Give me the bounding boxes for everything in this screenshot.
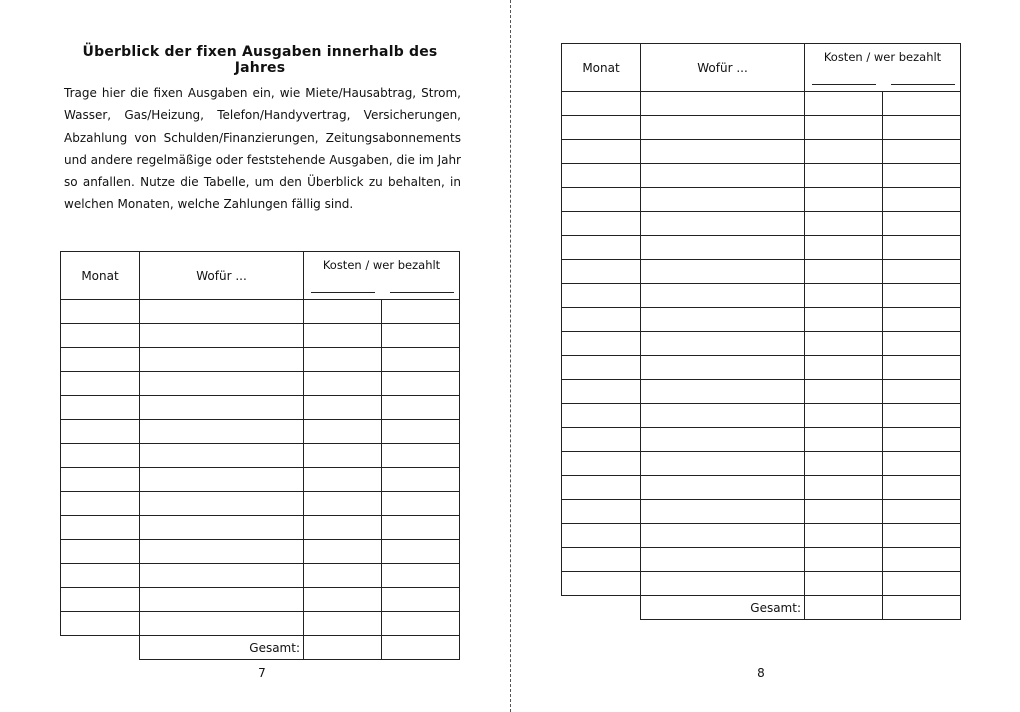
purpose-cell[interactable] xyxy=(641,212,805,236)
month-cell[interactable] xyxy=(562,428,641,452)
purpose-cell[interactable] xyxy=(140,372,304,396)
month-cell[interactable] xyxy=(562,548,641,572)
purpose-cell[interactable] xyxy=(641,92,805,116)
purpose-cell[interactable] xyxy=(641,428,805,452)
month-cell[interactable] xyxy=(61,540,140,564)
month-cell[interactable] xyxy=(61,324,140,348)
purpose-cell[interactable] xyxy=(641,140,805,164)
table-row xyxy=(61,444,460,468)
month-cell[interactable] xyxy=(562,404,641,428)
month-cell[interactable] xyxy=(61,348,140,372)
payer-cell[interactable] xyxy=(883,260,961,284)
payer-cell[interactable] xyxy=(382,492,460,516)
month-cell[interactable] xyxy=(61,516,140,540)
purpose-cell[interactable] xyxy=(641,116,805,140)
payer-cell[interactable] xyxy=(382,468,460,492)
month-cell[interactable] xyxy=(61,492,140,516)
purpose-cell[interactable] xyxy=(140,588,304,612)
payer-cell[interactable] xyxy=(883,212,961,236)
table-row xyxy=(562,452,961,476)
cost-cell[interactable] xyxy=(805,572,883,596)
cost-cell[interactable] xyxy=(805,500,883,524)
header-cost-label: Kosten / wer bezahlt xyxy=(823,50,942,64)
header-purpose: Wofür ... xyxy=(140,252,304,300)
cost-cell[interactable] xyxy=(304,420,382,444)
total-row xyxy=(61,636,460,660)
cost-cell[interactable] xyxy=(805,236,883,260)
payer-cell[interactable] xyxy=(883,404,961,428)
cost-cell[interactable] xyxy=(805,284,883,308)
cost-cell[interactable] xyxy=(805,140,883,164)
total-spacer xyxy=(562,596,641,620)
table-row xyxy=(562,428,961,452)
cost-cell[interactable] xyxy=(304,540,382,564)
cost-cell[interactable] xyxy=(304,372,382,396)
table-row xyxy=(61,540,460,564)
payer-cell[interactable] xyxy=(382,564,460,588)
month-cell[interactable] xyxy=(562,188,641,212)
table-row xyxy=(61,492,460,516)
purpose-cell[interactable] xyxy=(641,188,805,212)
month-cell[interactable] xyxy=(61,468,140,492)
month-cell[interactable] xyxy=(61,444,140,468)
month-cell[interactable] xyxy=(562,284,641,308)
cost-cell[interactable] xyxy=(805,332,883,356)
month-cell[interactable] xyxy=(61,396,140,420)
month-cell[interactable] xyxy=(562,308,641,332)
month-cell[interactable] xyxy=(61,564,140,588)
payer-cell[interactable] xyxy=(883,140,961,164)
month-cell[interactable] xyxy=(562,476,641,500)
payer-cell[interactable] xyxy=(382,588,460,612)
payer-cell[interactable] xyxy=(883,356,961,380)
table-row xyxy=(562,500,961,524)
purpose-cell[interactable] xyxy=(140,492,304,516)
table-row xyxy=(562,404,961,428)
table-row xyxy=(61,588,460,612)
table-row xyxy=(562,236,961,260)
month-cell[interactable] xyxy=(562,116,641,140)
purpose-cell[interactable] xyxy=(641,572,805,596)
table-row xyxy=(562,524,961,548)
table-row xyxy=(562,356,961,380)
cost-cell[interactable] xyxy=(304,516,382,540)
table-row xyxy=(61,372,460,396)
purpose-cell[interactable] xyxy=(641,308,805,332)
table-header-row xyxy=(562,44,961,92)
month-cell[interactable] xyxy=(562,92,641,116)
month-cell[interactable] xyxy=(562,572,641,596)
table-row xyxy=(562,164,961,188)
purpose-cell[interactable] xyxy=(140,444,304,468)
total-label: Gesamt: xyxy=(641,596,805,620)
table-row xyxy=(61,420,460,444)
month-cell[interactable] xyxy=(562,356,641,380)
payer-cell[interactable] xyxy=(883,380,961,404)
header-month: Monat xyxy=(562,44,641,92)
table-row xyxy=(61,612,460,636)
expenses-table-left xyxy=(60,251,460,660)
table-row xyxy=(562,284,961,308)
month-cell[interactable] xyxy=(61,300,140,324)
header-purpose: Wofür ... xyxy=(641,44,805,92)
expenses-table-right xyxy=(561,43,961,620)
total-payer-cell[interactable] xyxy=(382,636,460,660)
purpose-cell[interactable] xyxy=(641,476,805,500)
cost-cell[interactable] xyxy=(304,612,382,636)
cost-cell[interactable] xyxy=(805,188,883,212)
month-cell[interactable] xyxy=(562,164,641,188)
purpose-cell[interactable] xyxy=(140,564,304,588)
page-title: Überblick der fixen Ausgaben innerhalb des Jahres xyxy=(82,44,438,76)
month-cell[interactable] xyxy=(562,452,641,476)
payer-cell[interactable] xyxy=(382,372,460,396)
payer-cell[interactable] xyxy=(382,324,460,348)
purpose-cell[interactable] xyxy=(641,332,805,356)
purpose-cell[interactable] xyxy=(140,612,304,636)
table-row xyxy=(562,572,961,596)
purpose-cell[interactable] xyxy=(140,300,304,324)
payer-cell[interactable] xyxy=(382,540,460,564)
total-label: Gesamt: xyxy=(140,636,304,660)
purpose-cell[interactable] xyxy=(140,348,304,372)
purpose-cell[interactable] xyxy=(641,236,805,260)
cost-cell[interactable] xyxy=(304,564,382,588)
header-month: Monat xyxy=(61,252,140,300)
month-cell[interactable] xyxy=(61,372,140,396)
purpose-cell[interactable] xyxy=(140,420,304,444)
payer-cell[interactable] xyxy=(883,476,961,500)
table-row xyxy=(562,308,961,332)
table-row xyxy=(61,468,460,492)
purpose-cell[interactable] xyxy=(140,540,304,564)
table-row xyxy=(562,212,961,236)
payer-cell[interactable] xyxy=(883,236,961,260)
payer-cell[interactable] xyxy=(883,284,961,308)
header-cost-label: Kosten / wer bezahlt xyxy=(322,258,441,272)
payer-cell[interactable] xyxy=(382,516,460,540)
payer-cell[interactable] xyxy=(883,500,961,524)
cost-cell[interactable] xyxy=(304,444,382,468)
payer-cell[interactable] xyxy=(382,396,460,420)
table-row xyxy=(562,140,961,164)
purpose-cell[interactable] xyxy=(140,516,304,540)
cost-cell[interactable] xyxy=(304,300,382,324)
purpose-cell[interactable] xyxy=(140,324,304,348)
payer-underline xyxy=(390,292,454,293)
payer-cell[interactable] xyxy=(883,572,961,596)
table-row xyxy=(562,116,961,140)
month-cell[interactable] xyxy=(61,612,140,636)
total-cost-cell[interactable] xyxy=(805,596,883,620)
purpose-cell[interactable] xyxy=(140,468,304,492)
total-row xyxy=(562,596,961,620)
total-cost-cell[interactable] xyxy=(304,636,382,660)
header-cost xyxy=(304,252,460,300)
payer-underline xyxy=(891,84,955,85)
purpose-cell[interactable] xyxy=(641,380,805,404)
page-fold-line xyxy=(510,0,511,712)
cost-cell[interactable] xyxy=(805,260,883,284)
purpose-cell[interactable] xyxy=(641,260,805,284)
table-header-row xyxy=(61,252,460,300)
table-row xyxy=(61,564,460,588)
cost-cell[interactable] xyxy=(805,524,883,548)
payer-cell[interactable] xyxy=(883,452,961,476)
table-row xyxy=(61,516,460,540)
purpose-cell[interactable] xyxy=(641,404,805,428)
payer-cell[interactable] xyxy=(382,612,460,636)
cost-underline xyxy=(311,292,375,293)
page-number: 7 xyxy=(258,666,266,680)
cost-cell[interactable] xyxy=(805,92,883,116)
cost-underline xyxy=(812,84,876,85)
cost-cell[interactable] xyxy=(805,164,883,188)
purpose-cell[interactable] xyxy=(641,452,805,476)
table-row xyxy=(562,260,961,284)
table-row xyxy=(562,188,961,212)
cost-cell[interactable] xyxy=(304,492,382,516)
purpose-cell[interactable] xyxy=(641,548,805,572)
purpose-cell[interactable] xyxy=(641,524,805,548)
cost-cell[interactable] xyxy=(805,116,883,140)
purpose-cell[interactable] xyxy=(641,500,805,524)
payer-cell[interactable] xyxy=(382,444,460,468)
cost-cell[interactable] xyxy=(805,476,883,500)
cost-cell[interactable] xyxy=(805,548,883,572)
payer-cell[interactable] xyxy=(883,188,961,212)
month-cell[interactable] xyxy=(562,236,641,260)
table-row xyxy=(562,476,961,500)
intro-text: Trage hier die fixen Ausgaben ein, wie Miete/Hausabtrag, Strom, Wasser, Gas/Heizung, Telefon/Handyvertrag, Versicherungen, Abzahlung von Schulden/Finanzierungen, Zeitungsabonnements und andere regelmäßige oder feststehende Ausgaben, die im Jahr so anfallen. Nutze die Tabelle, um den Überblick zu behalten, in welchen Monaten, welche Zahlungen fällig sind. xyxy=(64,86,461,212)
total-spacer xyxy=(61,636,140,660)
header-cost xyxy=(805,44,961,92)
cost-cell[interactable] xyxy=(805,356,883,380)
payer-cell[interactable] xyxy=(883,524,961,548)
cost-cell[interactable] xyxy=(304,348,382,372)
payer-cell[interactable] xyxy=(883,116,961,140)
table-row xyxy=(562,92,961,116)
table-row xyxy=(562,380,961,404)
month-cell[interactable] xyxy=(562,500,641,524)
purpose-cell[interactable] xyxy=(641,164,805,188)
table-row xyxy=(562,332,961,356)
table-row xyxy=(61,324,460,348)
month-cell[interactable] xyxy=(562,212,641,236)
cost-cell[interactable] xyxy=(304,468,382,492)
payer-cell[interactable] xyxy=(883,164,961,188)
month-cell[interactable] xyxy=(562,380,641,404)
cost-cell[interactable] xyxy=(805,380,883,404)
payer-cell[interactable] xyxy=(883,428,961,452)
month-cell[interactable] xyxy=(562,140,641,164)
month-cell[interactable] xyxy=(61,420,140,444)
payer-cell[interactable] xyxy=(883,92,961,116)
purpose-cell[interactable] xyxy=(140,396,304,420)
payer-cell[interactable] xyxy=(382,300,460,324)
page-number: 8 xyxy=(757,666,765,680)
cost-cell[interactable] xyxy=(304,588,382,612)
payer-cell[interactable] xyxy=(883,548,961,572)
payer-cell[interactable] xyxy=(883,332,961,356)
payer-cell[interactable] xyxy=(382,348,460,372)
month-cell[interactable] xyxy=(562,524,641,548)
table-row xyxy=(562,548,961,572)
cost-cell[interactable] xyxy=(805,428,883,452)
cost-cell[interactable] xyxy=(805,452,883,476)
month-cell[interactable] xyxy=(562,260,641,284)
purpose-cell[interactable] xyxy=(641,356,805,380)
payer-cell[interactable] xyxy=(382,420,460,444)
payer-cell[interactable] xyxy=(883,308,961,332)
month-cell[interactable] xyxy=(562,332,641,356)
purpose-cell[interactable] xyxy=(641,284,805,308)
cost-cell[interactable] xyxy=(805,308,883,332)
table-row xyxy=(61,300,460,324)
cost-cell[interactable] xyxy=(805,404,883,428)
right-page xyxy=(512,0,1020,712)
table-row xyxy=(61,348,460,372)
table-row xyxy=(61,396,460,420)
cost-cell[interactable] xyxy=(304,396,382,420)
month-cell[interactable] xyxy=(61,588,140,612)
cost-cell[interactable] xyxy=(805,212,883,236)
total-payer-cell[interactable] xyxy=(883,596,961,620)
cost-cell[interactable] xyxy=(304,324,382,348)
